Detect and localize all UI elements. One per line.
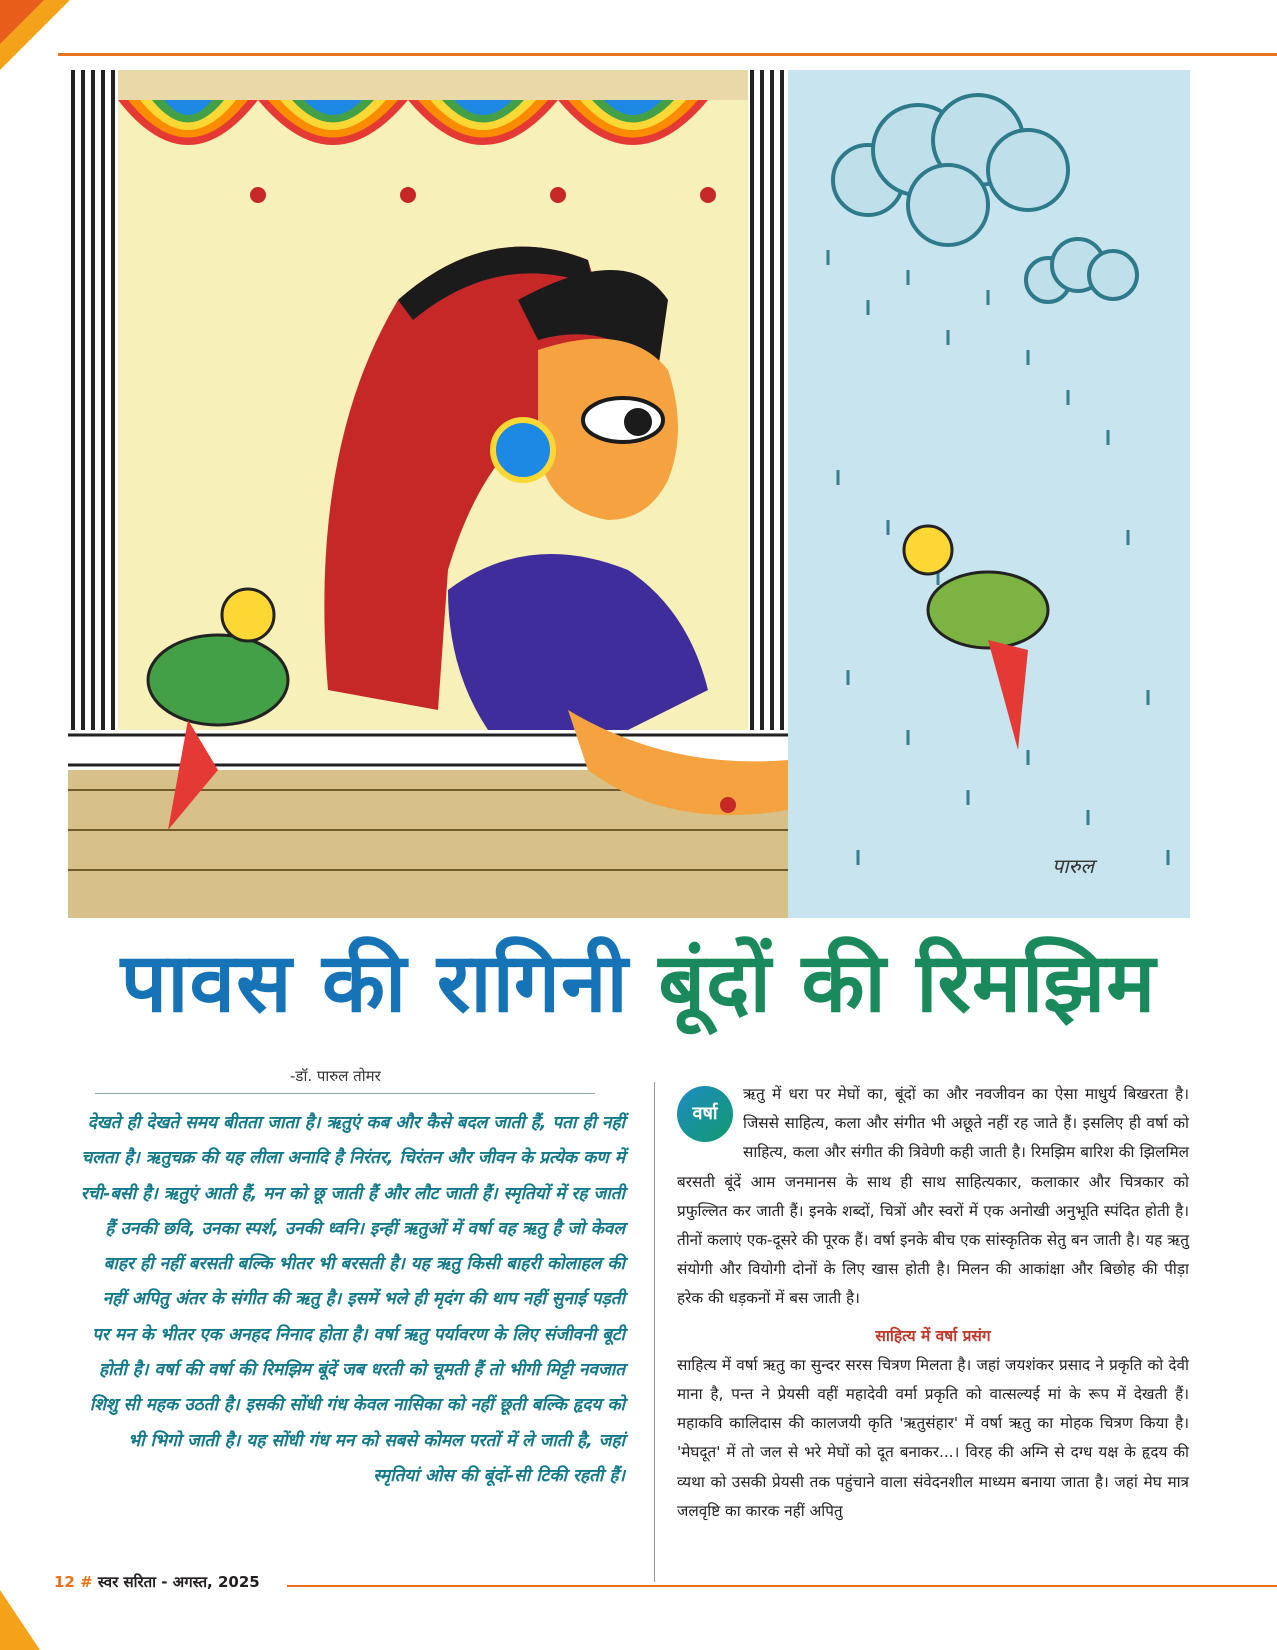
dropcap: वर्षा (677, 1086, 733, 1142)
madhubani-illustration (68, 70, 1190, 918)
title-part-2: बूंदों की रिमझिम (658, 936, 1157, 1031)
page-footer (54, 1572, 260, 1592)
magazine-name: स्वर सरिता (97, 1573, 157, 1591)
corner-decoration-bottom (0, 1590, 40, 1650)
body-paragraph-2: साहित्य में वर्षा ऋतु का सुन्दर सरस चित्रण मिलता है। जहां जयशंकर प्रसाद ने प्रकृति को देवी माना है, पन्त ने प्रेयसी वहीं महादेवी वर्मा प्रकृति को वात्सल्यई मां के रूप में देखती हैं। महाकवि कालिदास की कालजयी कृति 'ऋतुसंहार' में वर्षा ऋतु का मोहक चित्रण किया है। 'मेघदूत' में तो जल से भरे मेघों को दूत बनाकर...। विरह की अग्नि से दग्ध यक्ष के हृदय की व्यथा को उसकी प्रेयसी तक पहुंचाने वाला संवेदनशील माध्यम बनाया जाता है। जहां मेघ मात्र जलवृष्टि का कारक नहीं अपितु (677, 1355, 1189, 1520)
illustration-artwork (68, 70, 1190, 918)
issue-date: - अगस्त, 2025 (161, 1573, 260, 1591)
page-number: 12 # (54, 1573, 93, 1591)
byline: -डॉ. पारुल तोमर (290, 1067, 381, 1085)
top-rule (58, 53, 1277, 56)
intro-text: देखते ही देखते समय बीतता जाता है। ऋतुएं कब और कैसे बदल जाती हैं, पता ही नहीं चलता है। ऋतुचक्र की यह लीला अनादि है निरंतर, चिरंतन और जीवन के प्रत्येक कण में रची-बसी है। ऋतुएं आती हैं, मन को छू जाती हैं और लौट जाती हैं। स्मृतियों में रह जाती हैं उनकी छवि, उनका स्पर्श, उनकी ध्वनि। इन्हीं ऋतुओं में वर्षा वह ऋतु है जो केवल बाहर ही नहीं बरसती बल्कि भीतर भी बरसती है। यह ऋतु किसी बाहरी कोलाहल की नहीं अपितु अंतर के संगीत की ऋतु है। इसमें भले ही मृदंग की थाप नहीं सुनाई पड़ती पर मन के भीतर एक अनहद निनाद होता है। वर्षा ऋतु पर्यावरण के लिए संजीवनी बूटी होती है। वर्षा की वर्षा की रिमझिम बूंदें जब धरती को चूमती हैं तो भीगी मिट्टी नवजात शिशु सी महक उठती है। इसकी सोंधी गंध केवल नासिका को नहीं छूती बल्कि हृदय को भी भिगो जाती है। यह सोंधी गंध मन को सबसे कोमल परतों में ले जाती है, जहां स्मृतियां ओस की बूंदों-सी टिकी रहती हैं। (80, 1113, 625, 1486)
column-divider (654, 1082, 655, 1582)
body-paragraph-1: ऋतु में धरा पर मेघों का, बूंदों का और नवजीवन का ऐसा माधुर्य बिखरता है। जिससे साहित्य, कला और संगीत भी अछूते नहीं रह जाते हैं। इसलिए ही वर्षा को साहित्य, कला और संगीत की त्रिवेणी कही जाती है। रिमझिम बारिश की झिलमिल बरसती बूंदें आम जनमानस के साथ ही साथ साहित्यकार, कलाकार और चित्रकार को प्रफुल्लित कर जाती हैं। इनके शब्दों, चित्रों और स्वरों में एक अनोखी अनुभूति स्पंदित होती है। तीनों कलाएं एक-दूसरे की पूरक हैं। वर्षा इनके बीच एक सांस्कृतिक सेतु बन जाती है। यह ऋतु संयोगी और वियोगी दोनों के लिए खास होती है। मिलन की आकांक्षा और बिछोह की पीड़ा हरेक की धड़कनों में बस जाती है। (677, 1085, 1189, 1308)
artist-signature: पारुल (1052, 854, 1095, 878)
byline-rule (95, 1093, 595, 1094)
title-part-1: पावस की रागिनी (120, 936, 629, 1031)
body-column (677, 1080, 1189, 1526)
section-subhead: साहित्य में वर्षा प्रसंग (875, 1326, 991, 1345)
footer-rule (287, 1585, 1277, 1587)
corner-decoration-top-inner (0, 0, 44, 44)
article-title (0, 935, 1277, 1033)
